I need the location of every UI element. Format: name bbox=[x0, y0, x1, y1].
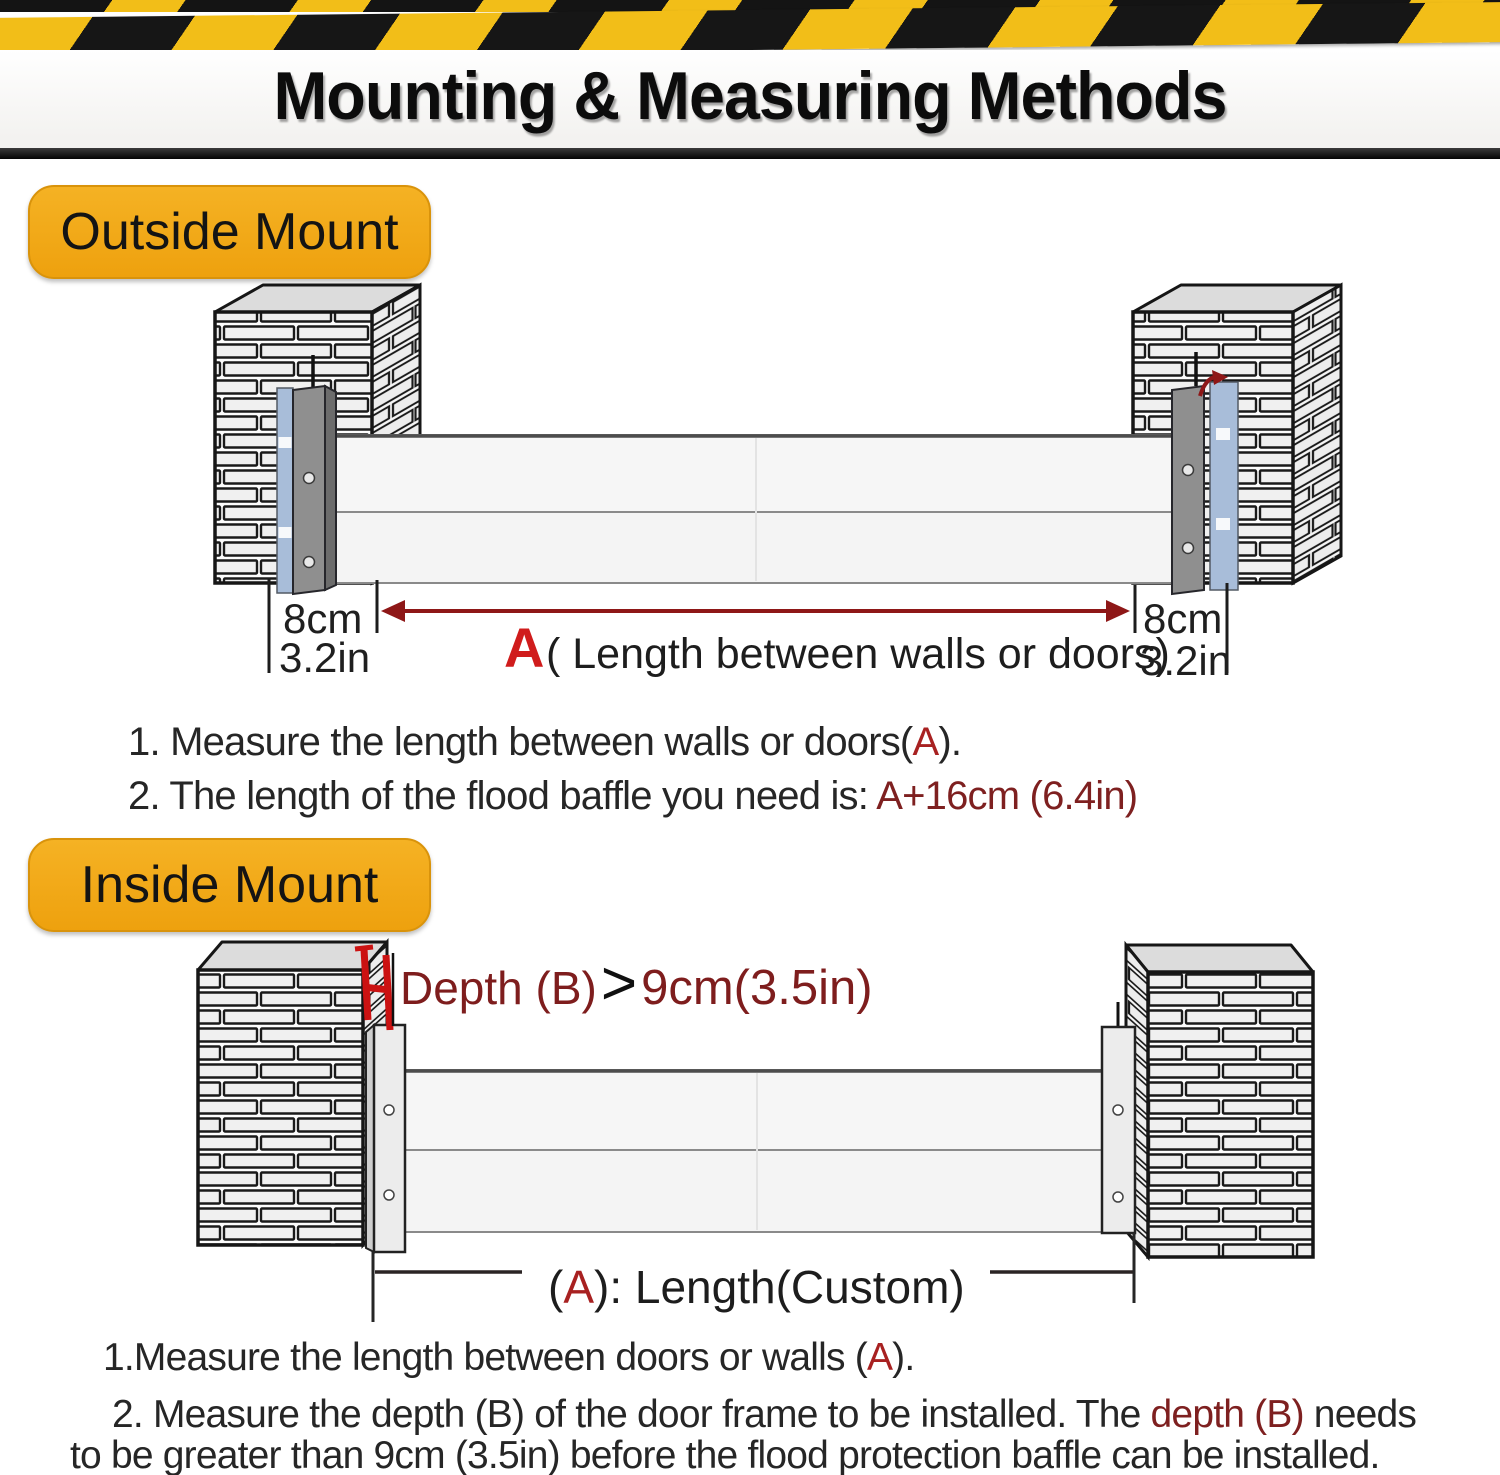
inside-right-bracket-hole-1 bbox=[1113, 1105, 1123, 1115]
right-dim-inch: 3.2in bbox=[1140, 637, 1232, 684]
inside-right-brick-pillar bbox=[1126, 945, 1313, 1257]
barrier-bottom-panel bbox=[330, 512, 1178, 583]
outside-step-1 bbox=[128, 722, 961, 762]
inside-right-pillar-front-face bbox=[1148, 972, 1313, 1257]
flood-barrier bbox=[330, 435, 1178, 583]
inside-step-1 bbox=[103, 1338, 914, 1377]
outside-step-2-text: 2. The length of the flood baffle you need is: bbox=[128, 774, 877, 818]
inside-right-bracket-hole-2 bbox=[1113, 1192, 1123, 1202]
span-letter-a: A bbox=[504, 616, 545, 679]
inside-length-text: ): Length(Custom) bbox=[594, 1261, 965, 1313]
inside-barrier-top-panel bbox=[400, 1070, 1110, 1150]
depth-annotation bbox=[400, 949, 873, 1018]
inside-barrier-bottom-panel bbox=[400, 1150, 1110, 1232]
right-bracket-hole-2 bbox=[1183, 543, 1194, 554]
inside-length-label bbox=[548, 1261, 965, 1313]
inside-left-pillar-front-face bbox=[198, 970, 363, 1245]
barrier-top-panel bbox=[330, 435, 1178, 512]
inside-step-1-text: 1.Measure the length between doors or walls ( bbox=[103, 1336, 867, 1379]
outside-step-1-letter: A bbox=[912, 720, 939, 764]
inside-length-letter: A bbox=[563, 1261, 595, 1313]
span-caption: ( Length between walls or doors) bbox=[546, 630, 1170, 678]
inside-step-1-letter: A bbox=[866, 1336, 893, 1379]
inside-step-2-text: 2. Measure the depth (B) of the door frame to be installed. The bbox=[112, 1393, 1151, 1436]
depth-annotation-label: Depth (B) bbox=[400, 962, 597, 1014]
inside-right-bracket bbox=[1102, 1002, 1135, 1233]
inside-right-pillar-top-face bbox=[1126, 945, 1313, 972]
outside-step-2-formula: A+16cm (6.4in) bbox=[876, 774, 1138, 818]
inside-step-2-end: needs bbox=[1303, 1393, 1417, 1436]
outside-mount-label bbox=[28, 185, 431, 279]
inside-flood-barrier bbox=[400, 1070, 1110, 1232]
span-arrowhead-left bbox=[381, 600, 405, 622]
inside-length-paren: ( bbox=[548, 1261, 564, 1313]
inside-step-1-end: ). bbox=[892, 1336, 915, 1379]
right-mount-bracket bbox=[1172, 352, 1238, 594]
inside-step-2-depth: depth (B) bbox=[1150, 1393, 1304, 1436]
inside-left-bracket-hole-1 bbox=[384, 1105, 394, 1115]
right-seal-clip-1 bbox=[1216, 428, 1230, 440]
right-seal-strip bbox=[1210, 382, 1238, 590]
left-bracket-side bbox=[325, 386, 336, 590]
inside-left-bracket-front bbox=[374, 1025, 405, 1252]
left-seal-clip-2 bbox=[279, 527, 292, 538]
inside-mount-label bbox=[28, 838, 431, 932]
left-bracket-hole-1 bbox=[304, 473, 315, 484]
inside-left-brick-pillar bbox=[198, 942, 387, 1245]
right-pillar-side-face bbox=[1293, 285, 1341, 583]
span-arrowhead-right bbox=[1106, 600, 1130, 622]
depth-marker-crossbar bbox=[363, 987, 390, 990]
inside-left-bracket bbox=[366, 1025, 405, 1252]
left-seal-clip-1 bbox=[279, 437, 292, 448]
outside-step-2 bbox=[128, 776, 1137, 816]
right-dim-cm: 8cm bbox=[1143, 595, 1223, 642]
left-dim-inch: 3.2in bbox=[279, 634, 371, 681]
inside-step-2-line-2 bbox=[70, 1436, 1380, 1475]
outside-mount-label-text: Outside Mount bbox=[60, 203, 399, 261]
depth-annotation-value: 9cm(3.5in) bbox=[641, 961, 873, 1015]
inside-step-2-line-2-text: to be greater than 9cm (3.5in) before the flood protection baffle can be installed. bbox=[70, 1434, 1380, 1475]
left-mount-bracket bbox=[277, 355, 336, 594]
inside-mount-label-text: Inside Mount bbox=[80, 856, 379, 914]
left-seal-strip bbox=[277, 388, 293, 593]
right-bracket-hole-1 bbox=[1183, 465, 1194, 476]
outside-step-1-end: ). bbox=[938, 720, 962, 764]
left-dim-cm: 8cm bbox=[283, 595, 363, 642]
inside-step-2 bbox=[112, 1395, 1416, 1434]
inside-left-bracket-hole-2 bbox=[384, 1190, 394, 1200]
depth-marker-top-cap bbox=[355, 947, 373, 949]
outside-step-1-text: 1. Measure the length between walls or doors( bbox=[128, 720, 913, 764]
right-seal-clip-2 bbox=[1216, 518, 1230, 530]
page-title: Mounting & Measuring Methods bbox=[273, 58, 1227, 134]
header-divider bbox=[0, 148, 1500, 159]
left-bracket-hole-2 bbox=[304, 557, 315, 568]
greater-than-sign: > bbox=[600, 949, 638, 1018]
right-bracket-front bbox=[1172, 386, 1204, 594]
